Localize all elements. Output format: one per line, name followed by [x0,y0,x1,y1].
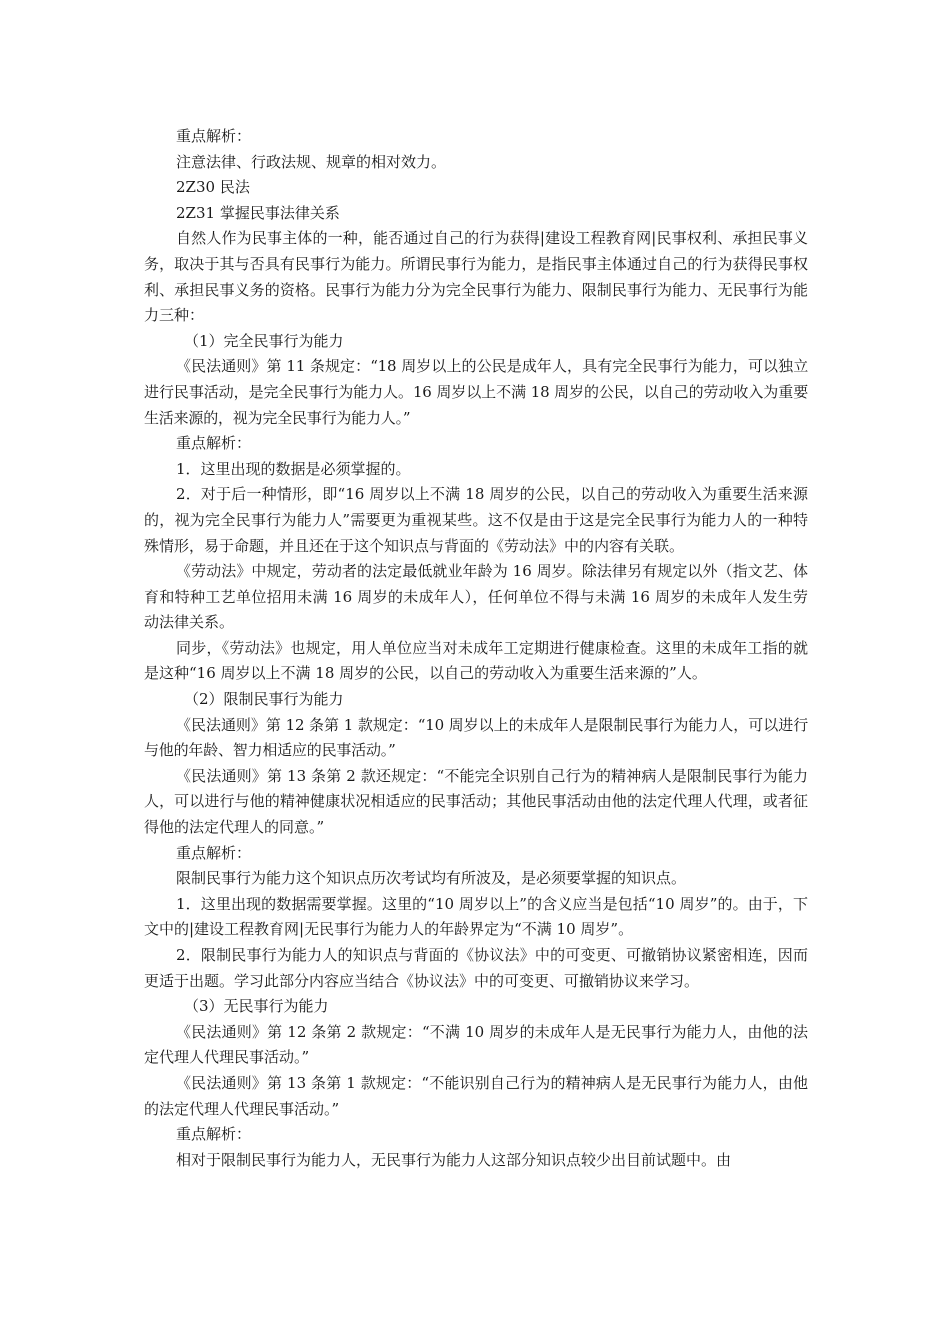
paragraph: 同步，《劳动法》也规定，用人单位应当对未成年工定期进行健康检查。这里的未成年工指的就是这种“16 周岁以上不满 18 周岁的公民，以自己的劳动收入为重要生活来源的”人。 [144,638,808,683]
paragraph: 限制民事行为能力这个知识点历次考试均有所波及，是必须要掌握的知识点。 [176,869,687,888]
key-analysis-heading: 重点解析： [176,434,252,453]
subsection-heading-3: （3）无民事行为能力 [184,997,329,1016]
paragraph: 《劳动法》中规定，劳动者的法定最低就业年龄为 16 周岁。除法律另有规定以外（指文艺、体育和特种工艺单位招用未满 16 周岁的未成年人），任何单位不得与未满 16 周岁的未成年人发生劳动法律关系。 [144,562,808,632]
paragraph: 《民法通则》第 13 条第 1 款规定：“不能识别自己行为的精神病人是无民事行为能力人，由他的法定代理人代理民事活动。” [144,1073,808,1118]
list-item: 1．这里出现的数据是必须掌握的。 [176,459,411,478]
key-analysis-heading: 重点解析： [176,127,252,145]
document-body [144,124,808,1173]
key-analysis-heading: 重点解析： [176,843,252,862]
paragraph: 《民法通则》第 12 条第 2 款规定：“不满 10 周岁的未成年人是无民事行为能力人，由他的法定代理人代理民事活动。” [144,1022,808,1067]
paragraph: 相对于限制民事行为能力人，无民事行为能力人这部分知识点较少出目前试题中。由 [176,1150,732,1169]
paragraph: 自然人作为民事主体的一种，能否通过自己的行为获得|建设工程教育网|民事权利、承担民事义务，取决于其与否具有民事行为能力。所谓民事行为能力，是指民事主体通过自己的行为获得民事权利、承担民事义务的资格。民事行为能力分为完全民事行为能力、限制民事行为能力、无民事行为能力三种： [144,229,808,325]
paragraph: 《民法通则》第 12 条第 1 款规定：“10 周岁以上的未成年人是限制民事行为能力人，可以进行与他的年龄、智力相适应的民事活动。” [144,715,808,760]
paragraph: 《民法通则》第 11 条规定：“18 周岁以上的公民是成年人，具有完全民事行为能力，可以独立进行民事活动，是完全民事行为能力人。16 周岁以上不满 18 周岁的公民，以自己的劳动收入为重要生活来源的，视为完全民事行为能力人。” [144,357,808,427]
key-analysis-heading: 重点解析： [176,1125,252,1144]
paragraph: 注意法律、行政法规、规章的相对效力。 [176,152,447,171]
section-heading-2z30: 2Z30 民法 [176,178,250,197]
list-item: 1．这里出现的数据需要掌握。这里的“10 周岁以上”的含义应当是包括“10 周岁”的。由于，下文中的|建设工程教育网|无民事行为能力人的年龄界定为“不满 10 周岁”。 [144,894,808,939]
subsection-heading-2: （2）限制民事行为能力 [184,690,344,709]
subsection-heading-1: （1）完全民事行为能力 [184,331,344,350]
section-heading-2z31: 2Z31 掌握民事法律关系 [176,203,340,222]
paragraph: 《民法通则》第 13 条第 2 款还规定：“不能完全识别自己行为的精神病人是限制民事行为能力人，可以进行与他的精神健康状况相适应的民事活动；其他民事活动由他的法定代理人代理，或者征得他的法定代理人的同意。” [144,766,808,837]
list-item: 2．限制民事行为能力人的知识点与背面的《协议法》中的可变更、可撤销协议紧密相连，因而更适于出题。学习此部分内容应当结合《协议法》中的可变更、可撤销协议来学习。 [144,946,808,990]
list-item: 2．对于后一种情形，即“16 周岁以上不满 18 周岁的公民，以自己的劳动收入为重要生活来源的，视为完全民事行为能力人”需要更为重视某些。这不仅是由于这是完全民事行为能力人的一种特殊情形，易于命题，并且还在于这个知识点与背面的《劳动法》中的内容有关联。 [144,485,808,555]
